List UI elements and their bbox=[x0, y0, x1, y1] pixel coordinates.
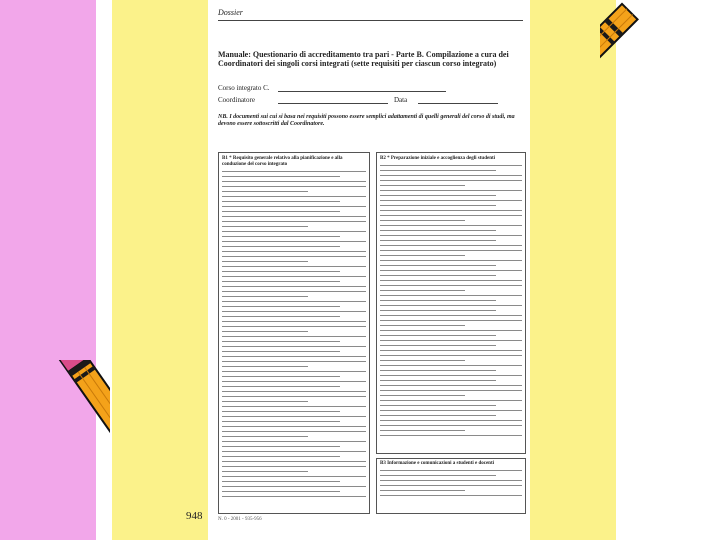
pencil-icon-top-right bbox=[600, 0, 720, 140]
text-line bbox=[222, 291, 366, 292]
text-line bbox=[380, 250, 522, 251]
text-line bbox=[380, 210, 522, 211]
date-label: Data bbox=[394, 96, 408, 104]
text-line bbox=[380, 225, 522, 226]
text-line bbox=[380, 195, 496, 196]
left-column-content bbox=[222, 156, 366, 501]
left-column-heading: B1 * Requisito generale relativo alla pianificazione e alla conduzione del corso integrato bbox=[222, 156, 343, 167]
text-line bbox=[222, 331, 308, 332]
text-line bbox=[380, 475, 496, 476]
pencil-icon-bottom-left bbox=[0, 360, 110, 540]
text-line bbox=[380, 325, 465, 326]
header-rule bbox=[218, 20, 523, 21]
text-line bbox=[380, 175, 522, 176]
text-line bbox=[222, 226, 308, 227]
text-line bbox=[380, 425, 522, 426]
text-line bbox=[222, 456, 340, 457]
text-line bbox=[380, 185, 465, 186]
right-column-heading-2: B3 Informazione e comunicazioni a studenti e docenti bbox=[380, 461, 495, 466]
text-line bbox=[222, 251, 366, 252]
yellow-band-left bbox=[112, 0, 208, 540]
text-line bbox=[380, 350, 522, 351]
text-line bbox=[222, 421, 340, 422]
text-line bbox=[222, 366, 308, 367]
page-number: 948 bbox=[186, 510, 203, 522]
text-line bbox=[222, 261, 308, 262]
text-line bbox=[222, 371, 366, 372]
text-line bbox=[222, 281, 340, 282]
text-line bbox=[222, 241, 366, 242]
text-line bbox=[380, 470, 522, 471]
text-line bbox=[380, 345, 496, 346]
right-column-content-top bbox=[380, 156, 522, 440]
text-line bbox=[222, 231, 366, 232]
text-line bbox=[380, 275, 496, 276]
text-line bbox=[380, 290, 465, 291]
text-line bbox=[380, 395, 465, 396]
text-line bbox=[380, 385, 522, 386]
page-title: Manuale: Questionario di accreditamento tra pari - Parte B. Compilazione a cura dei Coordinatori dei singoli corsi integrati (sette requisiti per ciascun corso integrato) bbox=[218, 50, 509, 68]
text-line bbox=[380, 370, 496, 371]
text-line bbox=[380, 220, 465, 221]
text-line bbox=[222, 356, 366, 357]
text-line bbox=[222, 181, 366, 182]
text-line bbox=[222, 201, 340, 202]
text-line bbox=[222, 311, 366, 312]
text-line bbox=[222, 431, 366, 432]
text-line bbox=[222, 361, 366, 362]
text-line bbox=[380, 270, 522, 271]
text-line bbox=[222, 236, 340, 237]
text-line bbox=[380, 285, 522, 286]
text-line bbox=[222, 191, 308, 192]
text-line bbox=[222, 386, 340, 387]
text-line bbox=[380, 190, 522, 191]
text-line bbox=[222, 171, 366, 172]
text-line bbox=[222, 436, 308, 437]
text-line bbox=[380, 375, 522, 376]
text-line bbox=[380, 405, 496, 406]
text-line bbox=[222, 266, 366, 267]
text-line bbox=[380, 355, 522, 356]
text-line bbox=[222, 186, 366, 187]
text-line bbox=[380, 315, 522, 316]
text-line bbox=[380, 435, 522, 436]
text-line bbox=[380, 410, 522, 411]
text-line bbox=[380, 390, 522, 391]
text-line bbox=[222, 321, 366, 322]
text-line bbox=[222, 381, 366, 382]
text-line bbox=[222, 211, 340, 212]
text-line bbox=[380, 310, 496, 311]
text-line bbox=[222, 346, 366, 347]
text-line bbox=[380, 430, 465, 431]
page-footer: N. 0 - 2001 - 935-956 bbox=[218, 517, 262, 522]
text-line bbox=[222, 246, 340, 247]
text-line bbox=[222, 276, 366, 277]
page-header: Dossier bbox=[218, 8, 243, 17]
text-line bbox=[380, 235, 522, 236]
text-line bbox=[380, 240, 496, 241]
text-line bbox=[222, 426, 366, 427]
text-line bbox=[380, 305, 522, 306]
text-line bbox=[222, 286, 366, 287]
text-line bbox=[380, 400, 522, 401]
text-line bbox=[222, 301, 366, 302]
text-line bbox=[222, 446, 340, 447]
text-line bbox=[222, 326, 366, 327]
text-line bbox=[222, 176, 340, 177]
text-line bbox=[222, 216, 366, 217]
note-text: NB. I documenti sui cui si basa nei requisiti possono essere semplici adattamenti di quelli generali del corso di studi, ma devono essere sottoscritti dal Coordinatore. bbox=[218, 114, 515, 127]
text-line bbox=[380, 265, 496, 266]
text-line bbox=[380, 255, 465, 256]
text-line bbox=[380, 380, 496, 381]
text-line bbox=[222, 486, 366, 487]
text-line bbox=[380, 200, 522, 201]
text-line bbox=[222, 451, 366, 452]
text-line bbox=[222, 206, 366, 207]
text-line bbox=[222, 306, 340, 307]
text-line bbox=[380, 330, 522, 331]
text-line bbox=[222, 491, 340, 492]
text-line bbox=[380, 295, 522, 296]
text-line bbox=[380, 415, 496, 416]
text-line bbox=[222, 416, 366, 417]
text-line bbox=[222, 476, 366, 477]
text-line bbox=[380, 215, 522, 216]
text-line bbox=[380, 170, 496, 171]
coordinator-label: Coordinatore bbox=[218, 96, 255, 104]
text-line bbox=[380, 340, 522, 341]
text-line bbox=[222, 481, 340, 482]
text-line bbox=[222, 396, 366, 397]
text-line bbox=[222, 196, 366, 197]
right-column-heading: B2 * Preparazione iniziale e accoglienza degli studenti bbox=[380, 156, 496, 161]
text-line bbox=[222, 461, 366, 462]
text-line bbox=[222, 271, 340, 272]
text-line bbox=[380, 335, 496, 336]
text-line bbox=[380, 480, 522, 481]
text-line bbox=[222, 256, 366, 257]
text-line bbox=[222, 441, 366, 442]
course-label: Corso integrato C. bbox=[218, 84, 270, 92]
course-input-line bbox=[278, 91, 446, 92]
text-line bbox=[222, 316, 340, 317]
text-line bbox=[222, 341, 340, 342]
text-line bbox=[380, 365, 522, 366]
text-line bbox=[222, 466, 366, 467]
text-line bbox=[380, 245, 522, 246]
text-line bbox=[380, 360, 465, 361]
text-line bbox=[380, 165, 522, 166]
text-line bbox=[380, 180, 522, 181]
text-line bbox=[222, 496, 366, 497]
coordinator-input-line bbox=[278, 103, 388, 104]
text-line bbox=[222, 471, 308, 472]
text-line bbox=[222, 411, 340, 412]
text-line bbox=[222, 376, 340, 377]
text-line bbox=[380, 300, 496, 301]
text-line bbox=[222, 351, 340, 352]
text-line bbox=[222, 391, 366, 392]
text-line bbox=[222, 406, 366, 407]
text-line bbox=[380, 280, 522, 281]
text-line bbox=[222, 401, 308, 402]
text-line bbox=[380, 420, 522, 421]
text-line bbox=[380, 485, 522, 486]
right-column-content-bottom bbox=[380, 461, 522, 500]
text-line bbox=[222, 221, 366, 222]
date-input-line bbox=[418, 103, 498, 104]
text-line bbox=[380, 230, 496, 231]
text-line bbox=[222, 336, 366, 337]
text-line bbox=[380, 495, 522, 496]
text-line bbox=[380, 320, 522, 321]
text-line bbox=[380, 490, 465, 491]
text-line bbox=[222, 296, 308, 297]
text-line bbox=[380, 205, 496, 206]
text-line bbox=[380, 260, 522, 261]
